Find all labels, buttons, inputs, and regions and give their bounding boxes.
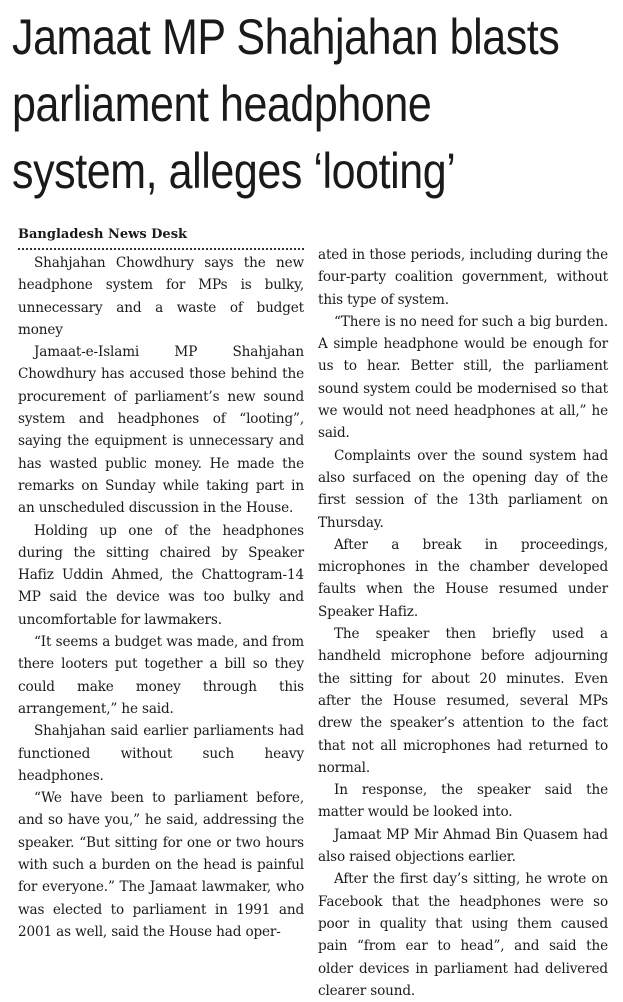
body-paragraph: The speaker then briefly used a handheld microphone before adjourning the sitting for about 20 minutes. Even after the House resumed, several MPs drew the speaker’s attention to the fact that not all microphones had returned to normal. <box>318 626 608 776</box>
headline-line-3: system, alleges ‘looting’ <box>12 143 456 199</box>
article-column-2 <box>318 244 608 1002</box>
article-summary: Shahjahan Chowdhury says the new headphone system for MPs is bulky, unnecessary and a waste of budget money <box>18 255 304 338</box>
body-paragraph: “There is no need for such a big burden. A simple headphone would be enough for us to hear. Better still, the parliament sound system could be modernised so that we would not need headphones at all,” he said. <box>318 313 608 442</box>
body-paragraph: Jamaat-e-Islami MP Shahjahan Chowdhury has accused those behind the procurement of parliament’s new sound system and headphones of “looting”, saying the equipment is unnecessary and has wasted public money. He made the remarks on Sunday while taking part in an unscheduled discussion in the House. <box>18 344 304 517</box>
body-paragraph: Shahjahan said earlier parliaments had functioned without such heavy headphones. <box>18 723 304 784</box>
byline: Bangladesh News Desk <box>18 226 304 250</box>
headline-line-2: parliament headphone <box>12 76 432 132</box>
body-paragraph: After the first day’s sitting, he wrote on Facebook that the headphones were so poor in quality that using them caused pain “from ear to head”, and said the older devices in parliament had delivered clearer sound. <box>318 871 608 999</box>
body-paragraph: Jamaat MP Mir Ahmad Bin Quasem had also raised objections earlier. <box>318 826 608 866</box>
headline-line-1: Jamaat MP Shahjahan blasts <box>12 9 560 65</box>
body-paragraph: Holding up one of the headphones during the sitting chaired by Speaker Hafiz Uddin Ahmed, the Chattogram-14 MP said the device was too bulky and uncomfortable for lawmakers. <box>18 522 304 628</box>
body-paragraph: “We have been to parliament before, and so have you,” he said, addressing the speaker. “But sitting for one or two hours with such a burden on the head is painful for everyone.” The Jamaat lawmaker, who was elected to parliament in 1991 and 2001 as well, said the House had oper- <box>18 790 304 940</box>
body-paragraph-continued: ated in those periods, including during the four-party coalition government, without this type of system. <box>318 247 608 308</box>
article-headline <box>12 4 560 205</box>
article-column-1 <box>18 226 304 943</box>
body-paragraph: Complaints over the sound system had also surfaced on the opening day of the first session of the 13th parliament on Thursday. <box>318 447 608 531</box>
body-paragraph: In response, the speaker said the matter would be looked into. <box>318 782 608 821</box>
body-paragraph: “It seems a budget was made, and from there looters put together a bill so they could make money through this arrangement,” he said. <box>18 634 304 717</box>
body-paragraph: After a break in proceedings, microphones in the chamber developed faults when the House resumed under Speaker Hafiz. <box>318 536 608 620</box>
